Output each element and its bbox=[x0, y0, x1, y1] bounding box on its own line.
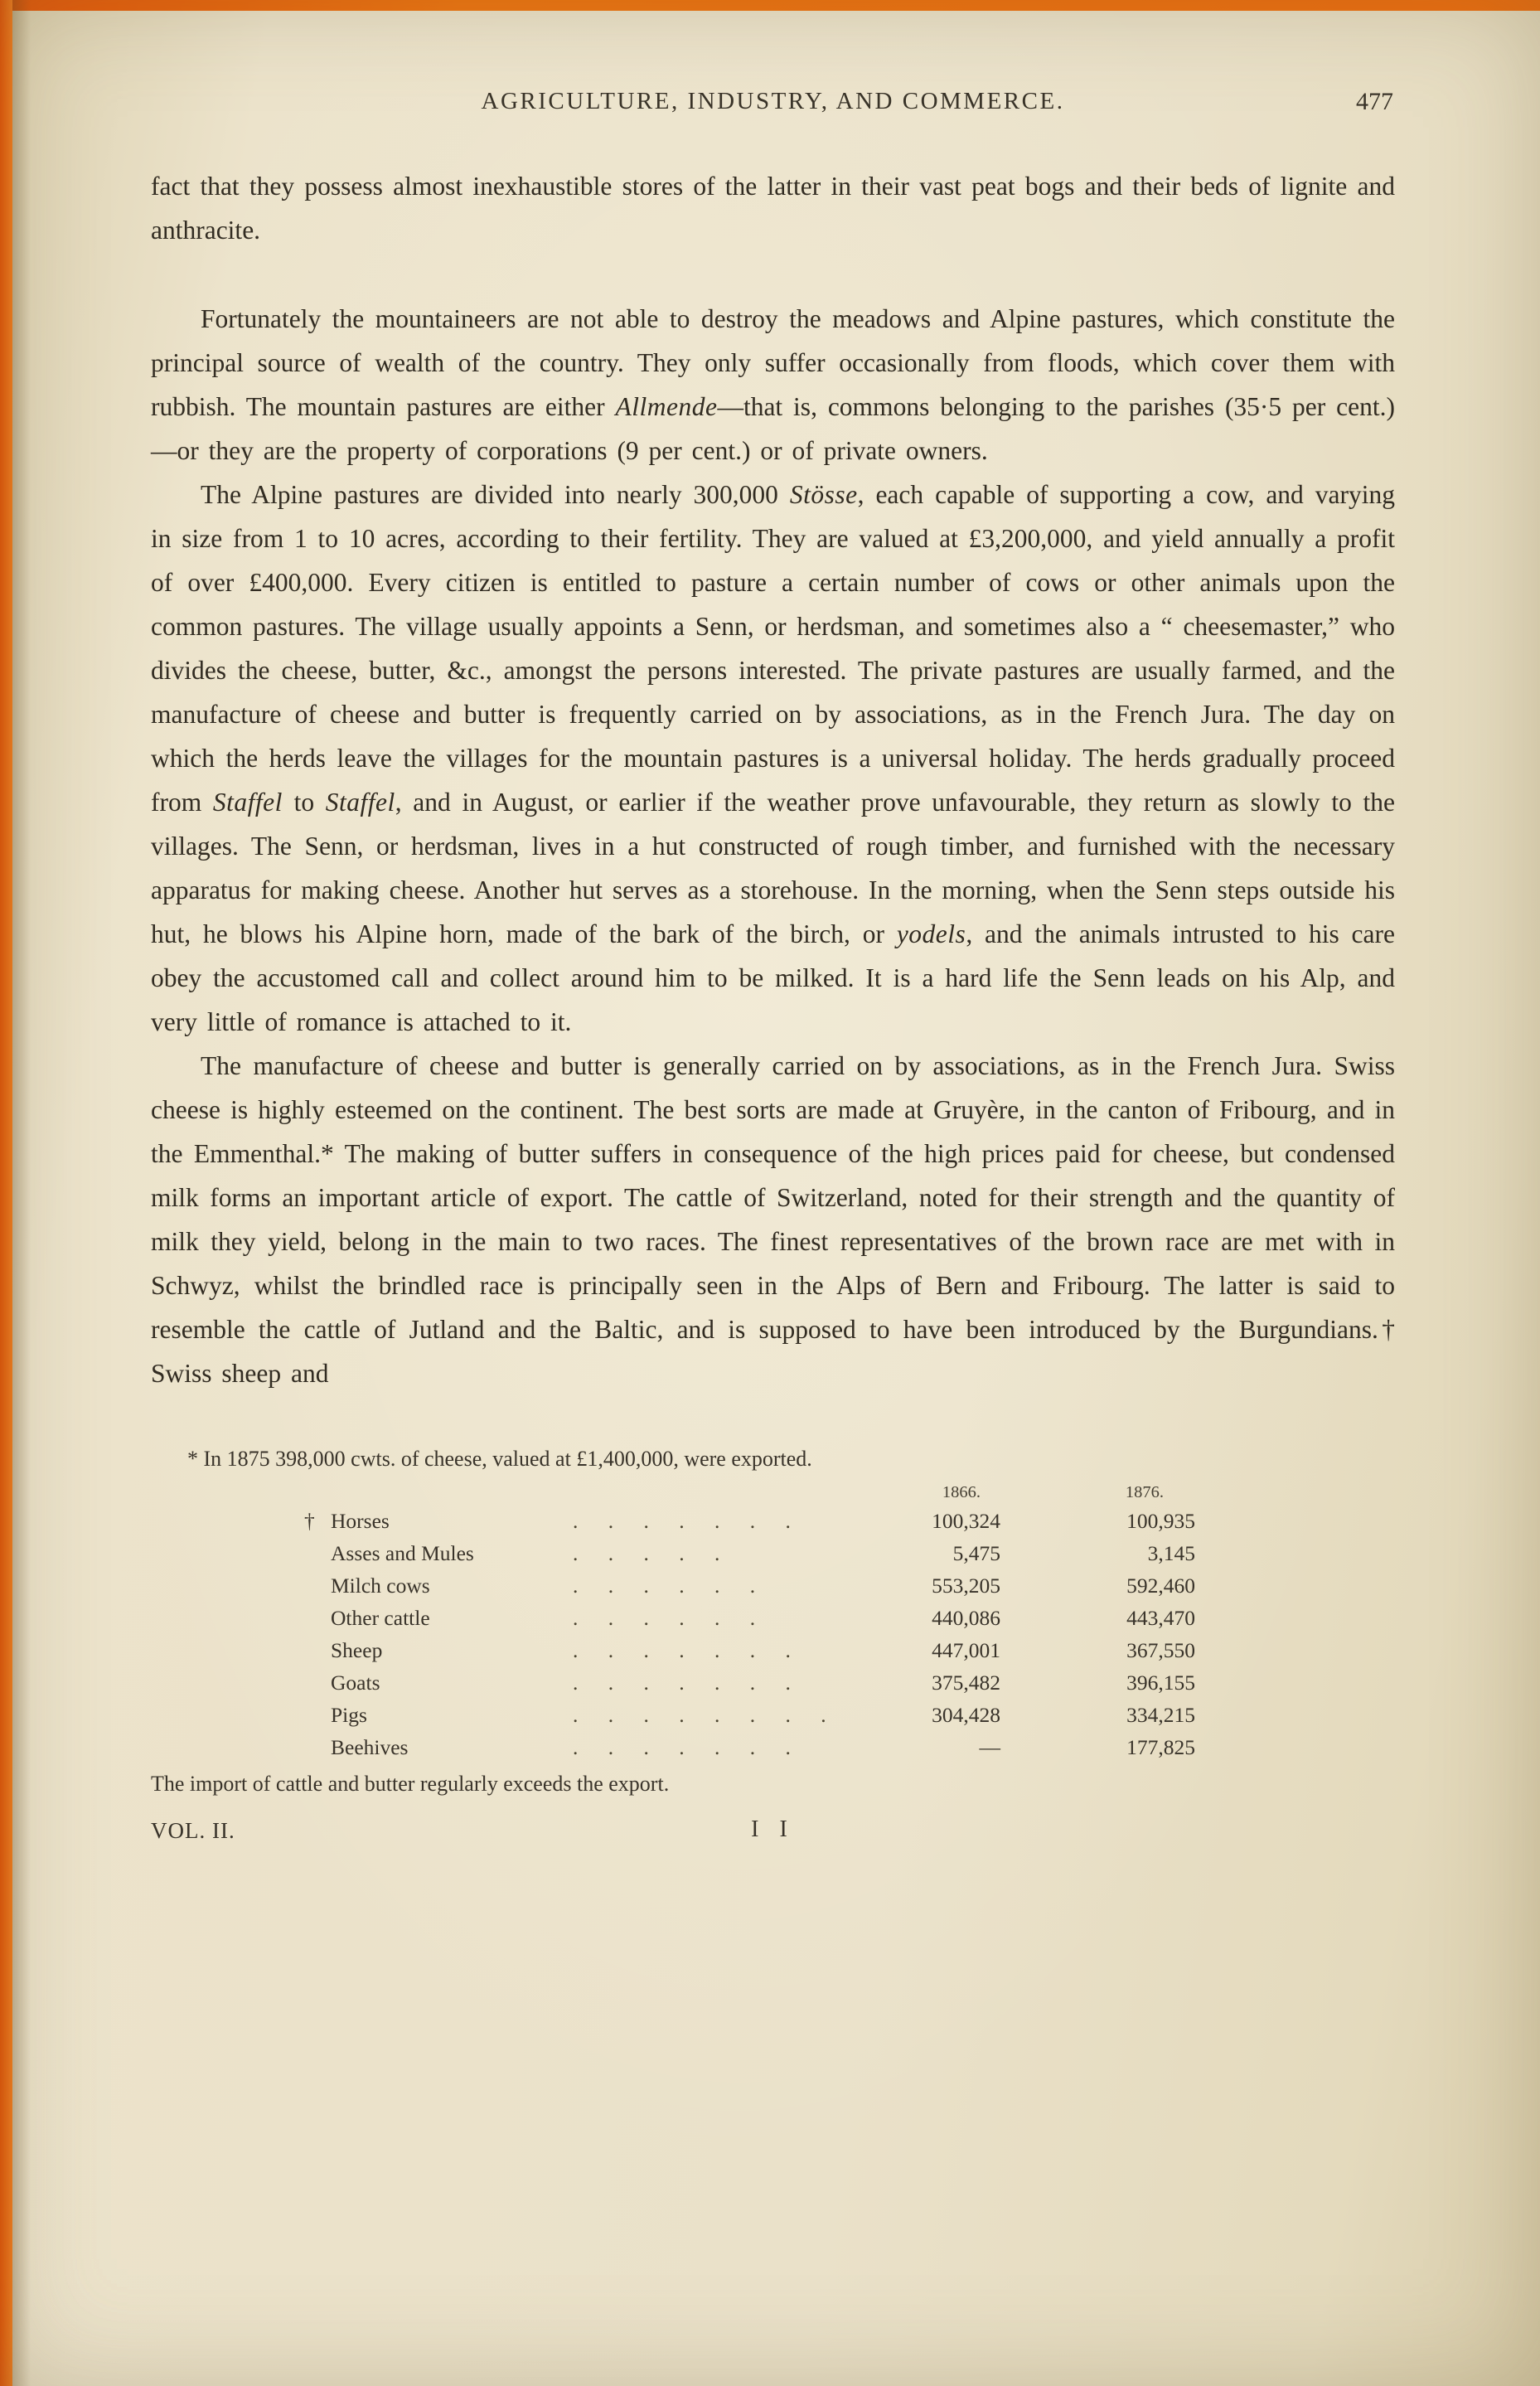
table-row-beehives bbox=[304, 1731, 1195, 1763]
row-value-1876: 443,470 bbox=[1126, 1606, 1195, 1630]
row-value-1876: 3,145 bbox=[1147, 1541, 1195, 1565]
scan-edge-left bbox=[0, 0, 12, 2386]
table-row-goats bbox=[304, 1666, 1195, 1699]
volume-label: VOL. II. bbox=[151, 1818, 235, 1843]
row-value-1866: 447,001 bbox=[932, 1638, 1000, 1662]
row-value-1876: 334,215 bbox=[1126, 1703, 1195, 1727]
row-value-1876: 592,460 bbox=[1126, 1574, 1195, 1598]
footnote-import-note: The import of cattle and butter regularly exceeds the export. bbox=[151, 1772, 670, 1796]
row-label: Pigs bbox=[331, 1703, 367, 1727]
body-text bbox=[151, 164, 1395, 1395]
table-row-sheep bbox=[304, 1634, 1195, 1666]
body-paragraph: The Alpine pastures are divided into nearly 300,000 Stösse, each capable of supporting a cow, and varying in size from 1 to 10 acres, according to their fertility. They are valued at £3,200,000, and yield annually a profit of over £400,000. Every citizen is entitled to pasture a certain number of cows or other animals upon the common pastures. The village usually appoints a Senn, or herdsman, and sometimes also a “ cheesemaster,” who divides the cheese, butter, &c., amongst the persons interested. The private pastures are usually farmed, and the manufacture of cheese and butter is frequently carried on by associations, as in the French Jura. The day on which the herds leave the villages for the mountain pastures is a universal holiday. The herds gradually proceed from Staffel to Staffel, and in August, or earlier if the weather prove unfavourable, they return as slowly to the villages. The Senn, or herdsman, lives in a hut constructed of rough timber, and furnished with the necessary apparatus for making cheese. Another hut serves as a storehouse. In the morning, when the Senn steps outside his hut, he blows his Alpine horn, made of the bark of the birch, or yodels, and the animals intrusted to his care obey the accustomed call and collect around him to be milked. It is a hard life the Senn leads on his Alp, and very little of romance is attached to it. bbox=[151, 480, 1395, 1036]
row-dot-leader: . . . . . . . . bbox=[573, 1703, 839, 1727]
page-footer bbox=[151, 1818, 1395, 1855]
row-value-1866: — bbox=[979, 1735, 1000, 1759]
table-header-row bbox=[304, 1482, 1195, 1503]
body-paragraph: The manufacture of cheese and butter is generally carried on by associations, as in the French Jura. Swiss cheese is highly esteemed on the continent. The best sorts are made at Gruyère, in the canton of Fribourg, and in the Emmenthal.* The making of butter suffers in consequence of the high prices paid for cheese, but condensed milk forms an important article of export. The cattle of Switzerland, noted for their strength and the quantity of milk they yield, belong in the main to two races. The finest representatives of the brown race are met with in Schwyz, whilst the brindled race is principally seen in the Alps of Bern and Fribourg. The latter is said to resemble the cattle of Jutland and the Baltic, and is supposed to have been introduced by the Burgundians.† Swiss sheep and bbox=[151, 1051, 1395, 1388]
row-label: Beehives bbox=[331, 1735, 409, 1759]
row-value-1866: 5,475 bbox=[952, 1541, 1000, 1565]
row-label: Goats bbox=[331, 1671, 380, 1695]
row-value-1876: 100,935 bbox=[1126, 1509, 1195, 1533]
page-number: 477 bbox=[1356, 88, 1393, 115]
table-row-horses bbox=[304, 1505, 1195, 1537]
row-dot-leader: . . . . . . . bbox=[573, 1735, 803, 1759]
table-header-1876: 1876. bbox=[1125, 1483, 1164, 1501]
row-dot-leader: . . . . . . . bbox=[573, 1671, 803, 1695]
row-value-1866: 375,482 bbox=[932, 1671, 1000, 1695]
signature-mark: I I bbox=[751, 1816, 795, 1842]
scan-edge-shadow bbox=[12, 0, 31, 2386]
row-label: Asses and Mules bbox=[331, 1541, 474, 1565]
row-label: Sheep bbox=[331, 1638, 383, 1662]
row-value-1866: 553,205 bbox=[932, 1574, 1000, 1598]
table-row-other-cattle bbox=[304, 1602, 1195, 1634]
row-dot-leader: . . . . . . bbox=[573, 1574, 768, 1598]
row-label: Milch cows bbox=[331, 1574, 430, 1598]
row-label: Other cattle bbox=[331, 1606, 430, 1630]
row-dagger-mark: † bbox=[304, 1509, 315, 1533]
body-paragraph: Fortunately the mountaineers are not able to destroy the meadows and Alpine pastures, which constitute the principal source of wealth of the country. They only suffer occasionally from floods, which cover them with rubbish. The mountain pastures are either Allmende—that is, commons belonging to the parishes (35·5 per cent.)—or they are the property of corporations (9 per cent.) or of private owners. bbox=[151, 304, 1395, 465]
footnote-cheese-export: * In 1875 398,000 cwts. of cheese, valued at £1,400,000, were exported. bbox=[187, 1447, 812, 1471]
row-value-1876: 177,825 bbox=[1126, 1735, 1195, 1759]
page-content bbox=[151, 0, 1395, 1855]
row-value-1866: 100,324 bbox=[932, 1509, 1000, 1533]
table-header-1866: 1866. bbox=[942, 1483, 981, 1501]
row-value-1866: 304,428 bbox=[932, 1703, 1000, 1727]
footnote-block bbox=[151, 1443, 1395, 1800]
table-row-milch-cows bbox=[304, 1569, 1195, 1602]
row-dot-leader: . . . . . . . bbox=[573, 1638, 803, 1662]
table-row-pigs bbox=[304, 1699, 1195, 1731]
body-paragraph-continuation: fact that they possess almost inexhaustible stores of the latter in their vast peat bogs and their beds of lignite and anthracite. bbox=[151, 172, 1395, 245]
row-dot-leader: . . . . . . bbox=[573, 1606, 768, 1630]
livestock-table bbox=[304, 1482, 1195, 1763]
row-dot-leader: . . . . . . . bbox=[573, 1509, 803, 1533]
running-header-title: AGRICULTURE, INDUSTRY, AND COMMERCE. bbox=[481, 88, 1065, 114]
row-value-1866: 440,086 bbox=[932, 1606, 1000, 1630]
running-header bbox=[151, 88, 1395, 123]
row-value-1876: 367,550 bbox=[1126, 1638, 1195, 1662]
row-value-1876: 396,155 bbox=[1126, 1671, 1195, 1695]
table-row-asses-mules bbox=[304, 1537, 1195, 1569]
row-label: Horses bbox=[331, 1509, 390, 1533]
row-dot-leader: . . . . . bbox=[573, 1541, 733, 1565]
